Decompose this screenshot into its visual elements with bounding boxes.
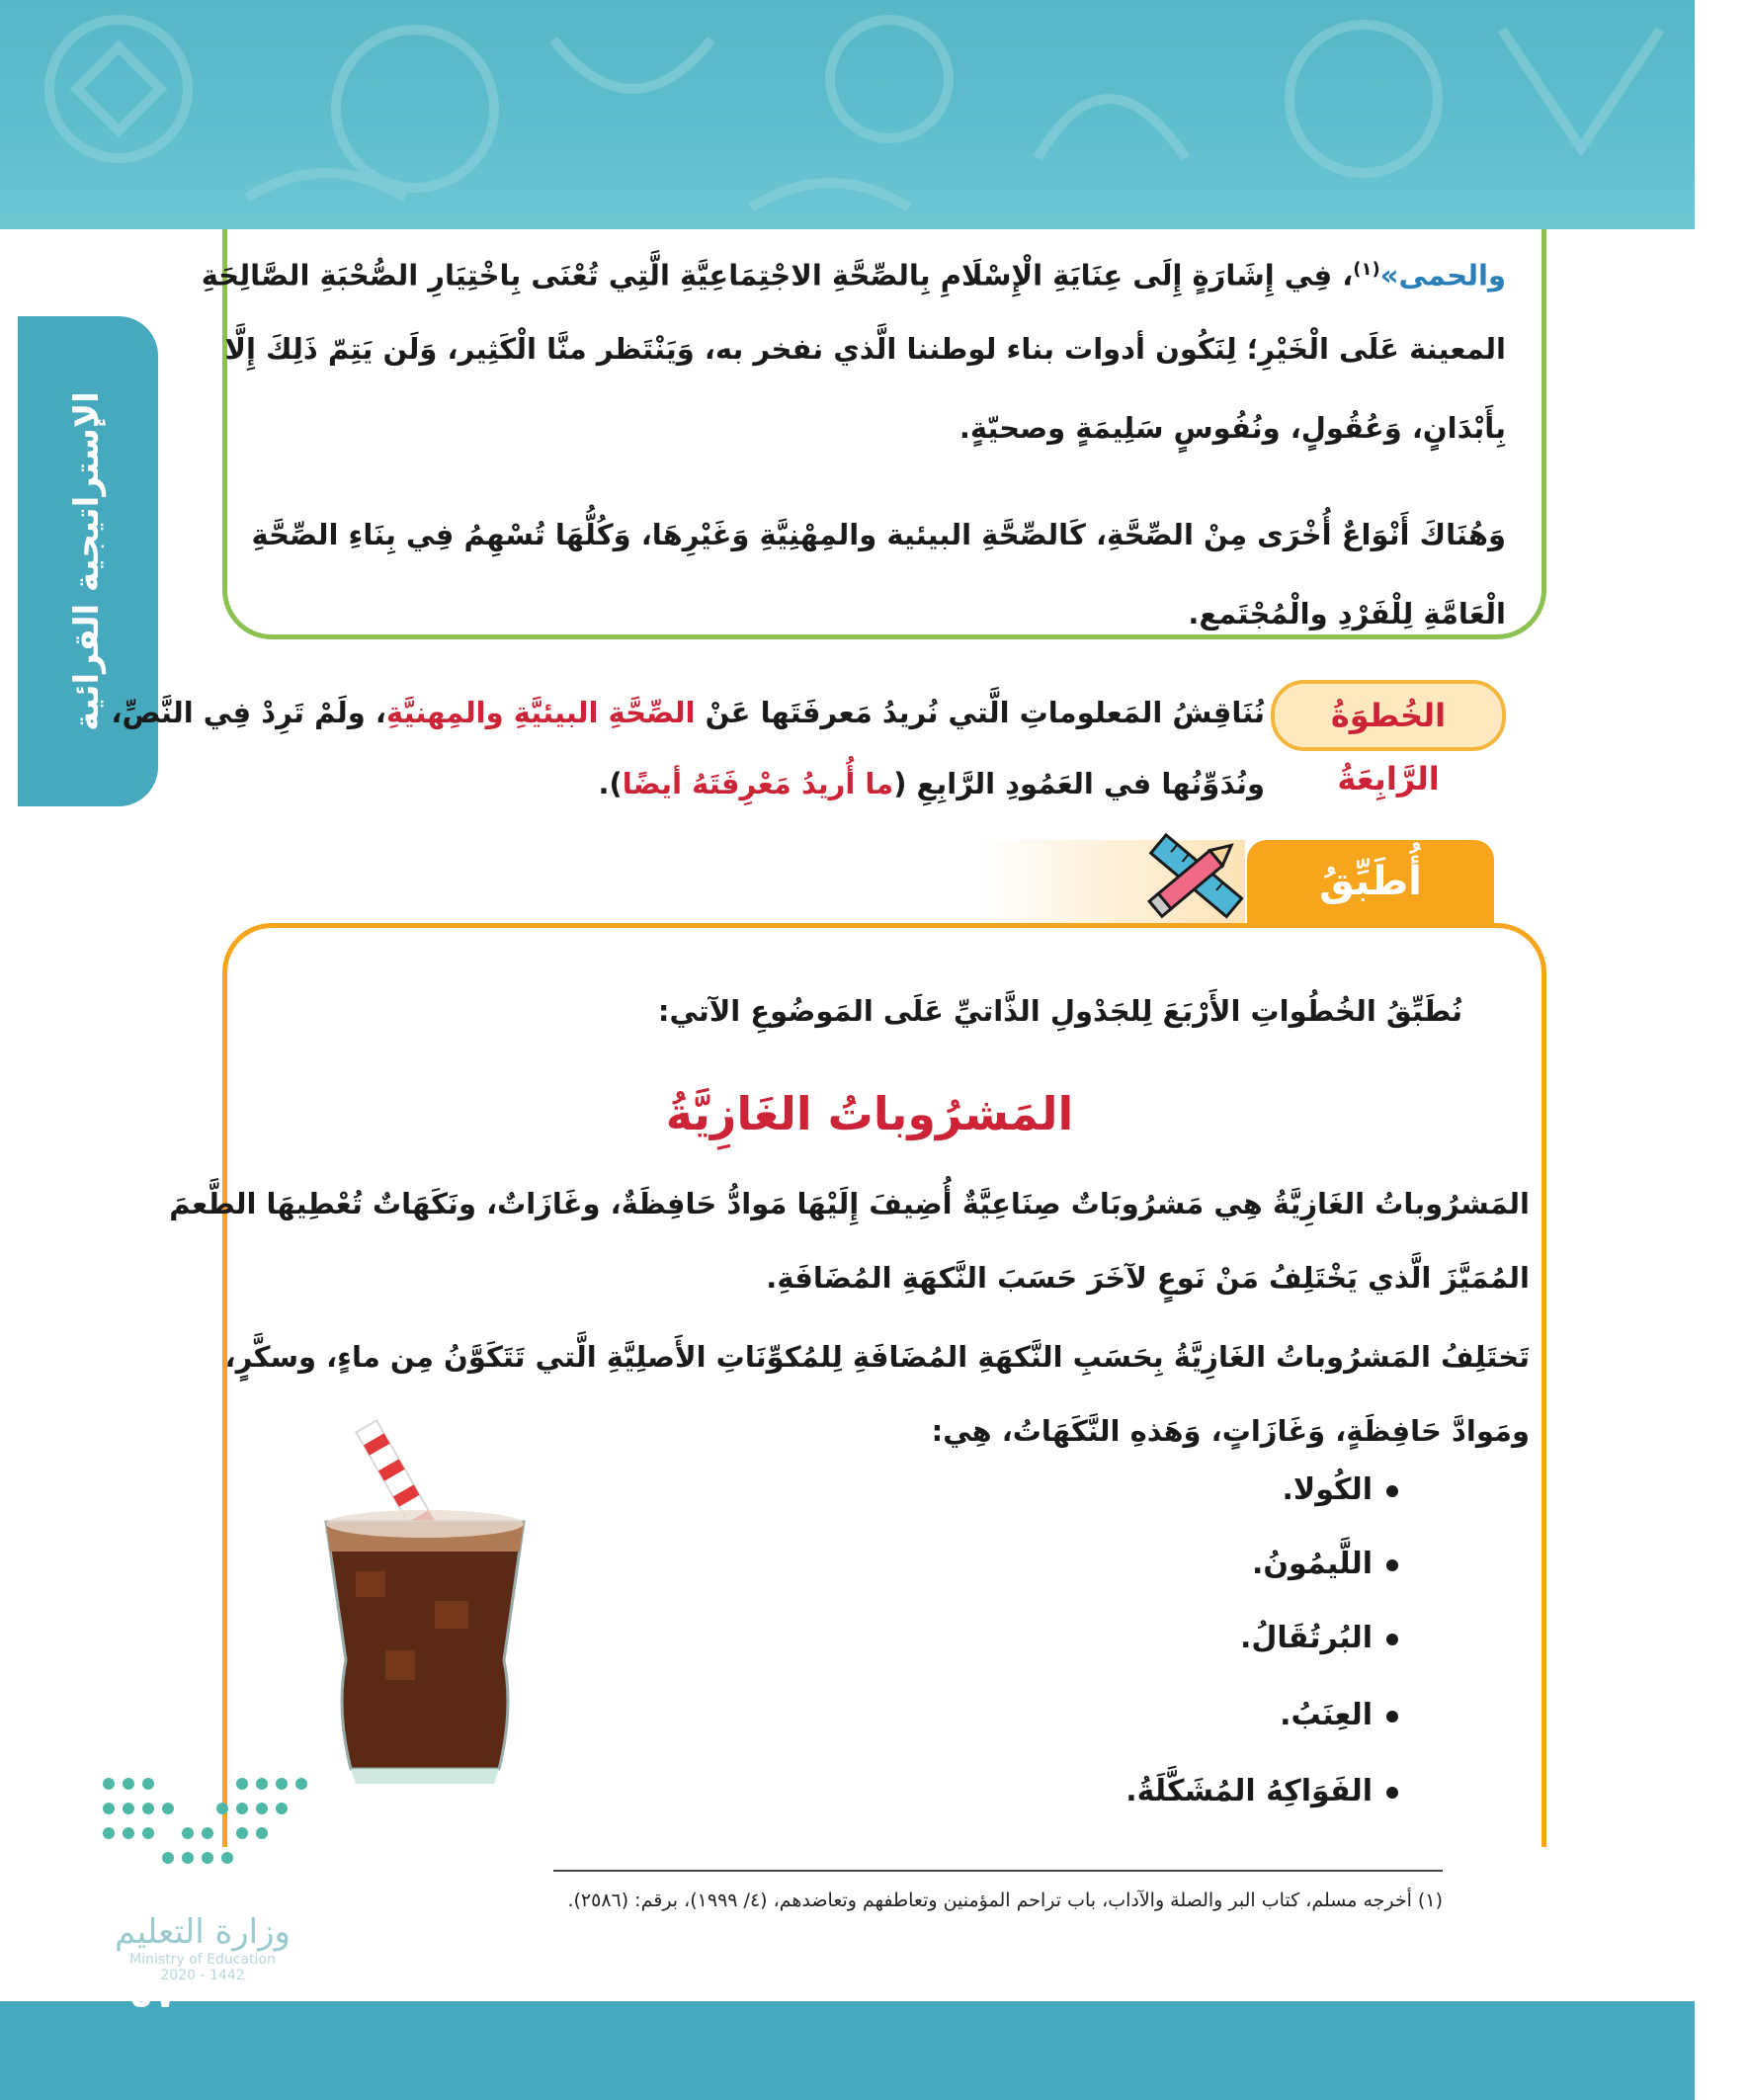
ministry-name-en: Ministry of Education xyxy=(129,1952,276,1968)
step-four-text-b: ، ولَمْ تَرِدْ فِي النَّصِّ، xyxy=(111,696,386,729)
hadith-end-text: والحمى» xyxy=(1379,258,1506,293)
step-four-line2-highlight: ما أُريدُ مَعْرِفَتَهُ أيضًا xyxy=(622,767,894,800)
side-tab-label: الإستراتيجية القرائية xyxy=(67,391,107,731)
footnote-ref: (١) xyxy=(1353,259,1380,280)
topic-para-1-line-1: المَشرُوباتُ الغَازِيَّةُ هِي مَشرُوبَاتٌ صِنَاعِيَّةٌ أُضِيفَ إِلَيْهَا مَوادُّ حَافِظَةٌ، وغَازَاتٌ، ونَكَهَاتٌ تُعْطِيهَا الطَّعمَ xyxy=(169,1187,1530,1220)
step-four-text-line-2 xyxy=(598,761,1265,806)
step-four-line2-a: ونُدَوِّنُها في العَمُودِ الرَّابِعِ ( xyxy=(893,767,1265,800)
step-four-label: الخُطوَةُ الرَّابِعَةُ xyxy=(1271,680,1506,751)
ministry-name: وزارة التعليم xyxy=(115,1912,291,1952)
footnote: (١) أخرجه مسلم، كتاب البر والصلة والآداب، باب تراحم المؤمنين وتعاطفهم وتعاضدهم، (٤/ ١٩٩٩)، برقم: (٢٥٨٦). xyxy=(567,1890,1443,1911)
list-item xyxy=(1252,1547,1398,1581)
topic-para-2-line-2: ومَوادَّ حَافِظَةٍ، وَغَازَاتٍ، وَهَذهِ النَّكَهَاتُ، هِي: xyxy=(931,1414,1530,1448)
ministry-logo-icon xyxy=(94,1764,311,1912)
page-number: ٥٧ xyxy=(128,1972,178,2017)
list-item xyxy=(1280,1698,1398,1732)
flavor-label: اللَّيمُونُ. xyxy=(1252,1547,1373,1581)
apply-instruction: نُطَبِّقُ الخُطُواتِ الأَرْبَعَ لِلجَدْولِ الذَّاتيِّ عَلَى المَوضُوعِ الآتي: xyxy=(657,994,1462,1028)
line-text: ، فِي إِشَارَةٍ إِلَى عِنَايَةِ الْإِسْلَامِ بِالصِّحَّةِ الاجْتِمَاعِيَّةِ الَّتِي تُعْنَى بِاخْتِيَارِ الصُّحْبَةِ الصَّالِحَةِ xyxy=(201,258,1354,293)
flavor-label: العِنَبُ. xyxy=(1280,1698,1373,1732)
bullet-icon xyxy=(1386,1787,1398,1799)
paragraph-1-line-2: المعينة عَلَى الْخَيْرِ؛ لِنَكُون أدوات بناء لوطننا الَّذي نفخر به، وَيَنْتَظر منَّا الْكَثِير، وَلَن يَتِمّ ذَلِكَ إِلَّا xyxy=(224,332,1506,366)
step-four-text xyxy=(111,690,1265,735)
ministry-year: 2020 - 1442 xyxy=(160,1968,245,1983)
calligraphy-pattern xyxy=(0,0,1695,229)
step-four-line2-b: ). xyxy=(598,767,623,800)
bullet-icon xyxy=(1386,1634,1398,1645)
topic-para-1-line-2: المُمَيَّزَ الَّذي يَخْتَلِفُ مَنْ نَوعٍ لآخَرَ حَسَبَ النَّكهَةِ المُضَافَةِ. xyxy=(766,1261,1530,1295)
list-item xyxy=(1240,1621,1398,1655)
top-pattern-band xyxy=(0,0,1695,229)
soda-glass-image xyxy=(316,1413,534,1789)
paragraph-2-line-1: وَهُنَاكَ أَنْوَاعٌ أُخْرَى مِنْ الصِّحَّةِ، كَالصِّحَّةِ البيئية والمِهْنِيَّةِ وَغَيْرِهَا، وَكُلُّهَا تُسْهِمُ فِي بِنَاءِ الصِّحَّةِ xyxy=(251,518,1506,551)
bullet-icon xyxy=(1386,1559,1398,1571)
paragraph-1-line-3: بِأَبْدَانٍ، وَعُقُولٍ، ونُفُوسٍ سَلِيمَةٍ وصحيّةٍ. xyxy=(958,411,1506,445)
page-margin xyxy=(1695,0,1749,2100)
apply-tab: أُطَبِّقُ xyxy=(1247,840,1494,923)
step-four-highlight: الصِّحَّةِ البيئيَّةِ والمِهنيَّةِ xyxy=(385,696,696,729)
step-four-text-a: نُنَاقِشُ المَعلوماتِ الَّتي نُريدُ مَعرفَتَها عَنْ xyxy=(705,696,1265,729)
bottom-band xyxy=(0,2001,1695,2100)
ruler-pencil-icon xyxy=(1136,822,1255,931)
list-item xyxy=(1125,1774,1398,1808)
topic-title: المَشرُوباتُ الغَازِيَّةُ xyxy=(665,1087,1074,1140)
flavor-label: الفَوَاكِهُ المُشَكَّلَةُ. xyxy=(1125,1774,1373,1808)
topic-para-2-line-1: تَختَلِفُ المَشرُوباتُ الغَازِيَّةُ بِحَسَبِ النَّكهَةِ المُضَافَةِ لِلمُكوِّنَاتِ الأَصلِيَّةِ الَّتي تَتَكَوَّنُ مِن ماءٍ، وسكَّرٍ، xyxy=(224,1340,1530,1374)
list-item xyxy=(1282,1472,1398,1507)
paragraph-2-line-2: الْعَامَّةِ لِلْفَرْدِ والْمُجْتَمع. xyxy=(1188,597,1506,630)
flavor-label: الكُولا. xyxy=(1282,1472,1373,1507)
footnote-rule xyxy=(553,1870,1443,1872)
flavor-label: البُرتُقَالُ. xyxy=(1239,1621,1373,1655)
bullet-icon xyxy=(1386,1485,1398,1497)
paragraph-1-line-1 xyxy=(201,247,1506,298)
bullet-icon xyxy=(1386,1711,1398,1722)
